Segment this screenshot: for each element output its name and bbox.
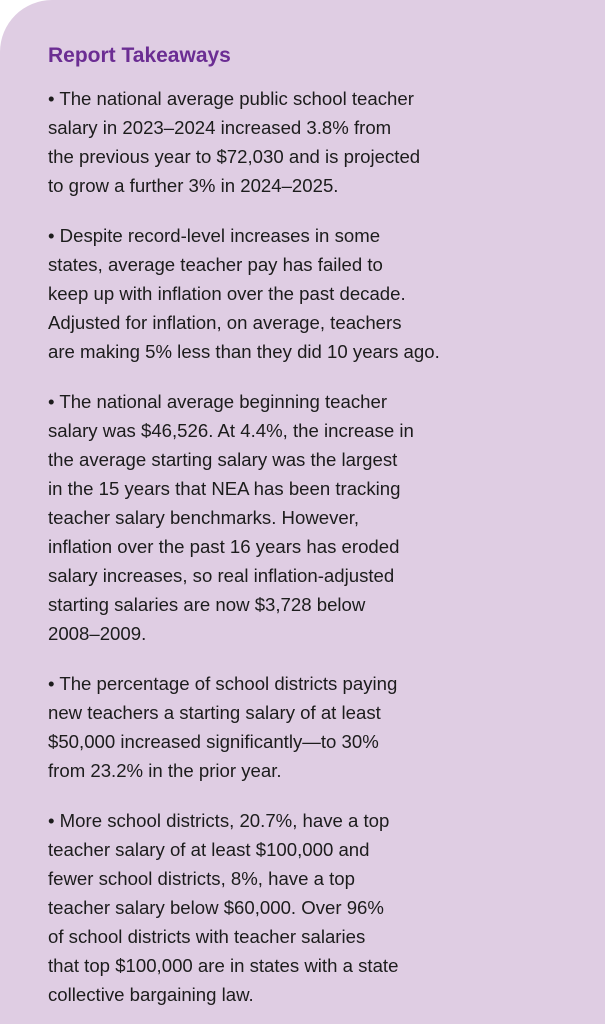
takeaway-item: • The percentage of school districts paying new teachers a starting salary of at least $50,000 increased significantly—to 30% from 23.2% in the prior year. bbox=[48, 673, 398, 781]
takeaway-item: • The national average public school teacher salary in 2023–2024 increased 3.8% from the previous year to $72,030 and is projected to grow a further 3% in 2024–2025. bbox=[48, 88, 421, 196]
panel-title: Report Takeaways bbox=[48, 44, 231, 67]
takeaway-item: • The national average beginning teacher salary was $46,526. At 4.4%, the increase in the average starting salary was the largest in the 15 years that NEA has been tracking teacher salary benchmarks. However, inflation over the past 16 years has eroded salary increases, so real inflation-adjusted starting salaries are now $3,728 below 2008–2009. bbox=[48, 391, 414, 644]
takeaway-item: • More school districts, 20.7%, have a top teacher salary of at least $100,000 and fewer school districts, 8%, have a top teacher salary below $60,000. Over 96% of school districts with teacher salaries that top $100,000 are in states with a state collective bargaining law. bbox=[48, 810, 399, 1005]
takeaway-item: • Despite record-level increases in some states, average teacher pay has failed to keep up with inflation over the past decade. Adjusted for inflation, on average, teachers are making 5% less than they did 10 years ago. bbox=[48, 225, 440, 362]
